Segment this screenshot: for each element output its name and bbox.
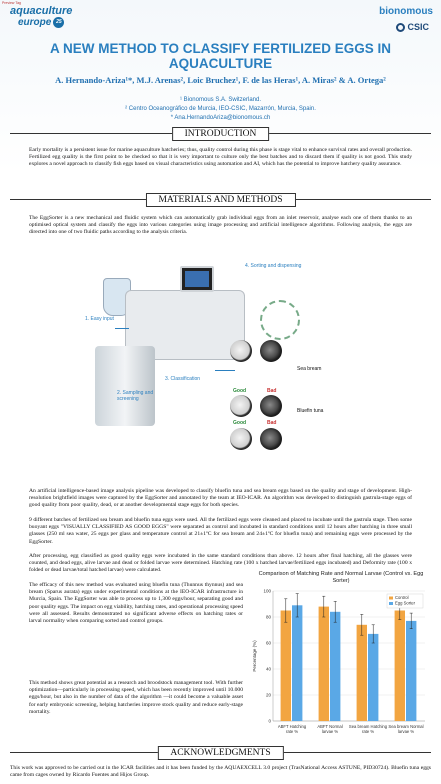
x-tick-label: ABFT Normal [317,724,343,729]
x-tick-label: Sea bream Normal [388,724,424,729]
affiliations [10,96,431,123]
author-list: A. Hernando-Ariza¹*, M.J. Arenas², Loic Bruchez¹, F. de las Heras¹, A. Miras² & A. Ortega² [55,75,386,85]
csic-logo [396,22,429,32]
bionomous-logo: bionomous [379,6,433,17]
step-2-label: 2. Sampling and screening [117,390,154,402]
chart-title: Comparison of Matching Rate and Normal Larvae (Control vs. Egg Sorter) [258,571,424,584]
chart-plot-area [251,585,431,753]
label-good-seabream: Good [233,388,247,394]
conference-logo [10,6,80,32]
egg-image-seabream-bad [260,340,282,362]
step-4-label: 4. Sorting and dispensing [245,263,302,269]
conference-year: 25 [53,17,64,28]
y-tick-label: 100 [263,588,271,594]
poster-title: A NEW METHOD TO CLASSIFY FERTILIZED EGGS IN AQUACULTURE [49,41,391,71]
results-paragraph-1: The efficacy of this new method was evaluated using bluefin tuna (Thunnus thynnus) and sea bream (Sparus aurata) eggs under experimental conditions at the IEO-ICAR infrastructure in Murcia, Spain. The EggSorter was able to process up to 1,300 eggs/hour, separating good and poor quality eggs. The impact on egg viability, hatching rates, and operational processing speed were all assessed. Results demonstrated no significant adverse effects on hatching rates or larval normality when comparing sorted and control groups. [29,582,243,625]
conference-logo-line1: aquaculture [10,5,73,17]
dispensing-wheel [260,300,300,340]
x-tick-label: ABFT Hatching [277,724,307,729]
comparison-chart [251,571,431,749]
methods-paragraph-2: An artificial intelligence-based image analysis pipeline was developed to classify bluefin tuna and sea bream eggs based on the quality and stage of development. High-resolution brightfield images were captured by the EggSorter and annotated by the team at IEO-ICAR. An algorithm was developed to distinguish gastrula-stage eggs of good quality from poor quality, dead, or at another developmental stage eggs for both species. [29,488,412,509]
bar-control [281,611,291,722]
step-3-label: 3. Classification [165,376,201,382]
arrow-step-3 [215,370,235,371]
csic-emblem-icon [396,23,405,32]
bar-egg-sorter [368,634,378,721]
conference-logo-line2: europe [18,17,52,29]
y-tick-label: 40 [265,666,271,672]
x-tick-label: rate % [361,729,375,734]
methods-paragraph-3: 9 different batches of fertilized sea bream and bluefin tuna eggs were used. All the fertilized eggs were cleaned and placed to incubate until the gastrula stage. Then some buoyant eggs "VISUALLY CLASSIFIED AS GOOD EGGS" were separated as control and incubated in standard conditions until 12 hours after hatching in three small glasses (250 ml sea water, 25 eggs per glass and temperature control at 21±1ºC for sea bream and 24±1ºC for bluefin tuna) and remaining eggs were processed by the EggSorter. [29,517,412,545]
section-heading-methods: MATERIALS AND METHODS [145,193,295,207]
y-tick-label: 60 [265,640,271,646]
x-tick-label: larvae % [321,729,339,734]
bar-egg-sorter [406,621,416,721]
legend-label: Control [395,595,409,601]
bar-control [319,607,329,721]
egg-image-seabream-bad-2 [260,395,282,417]
bar-control [357,625,367,721]
x-tick-label: Sea bream Hatching [348,724,388,729]
methods-paragraph-1: The EggSorter is a new mechanical and fluidic system which can automatically grab individual eggs from an inlet reservoir, analyse each one of them thanks to an optimised optical system and classify the eggs into various categories using image processing and artificial intelligence algorithms. Following analysis, the eggs are directed into one of two fluidic paths according to the analysis criteria. [29,215,412,236]
label-bad-tuna: Bad [267,420,277,426]
x-tick-label: rate % [285,729,299,734]
results-paragraph-2: This method shows great potential as a research and broodstock management tool. With further optimization—particularly in processing speed, which has been recently improved until 10.000 eggs/hour, but also in the number of data of the algorithm —it could become a valuable asset for early embryonic screening, helping hatcheries improve stock quality and reduce early-stage mortality. [29,680,243,715]
legend-swatch [389,602,393,605]
csic-logo-text: CSIC [407,22,429,32]
egg-image-tuna-good [230,428,252,450]
bar-control [395,611,405,722]
section-heading-introduction: INTRODUCTION [172,127,270,141]
species-label-tuna: Bluefin tuna [297,408,324,414]
egg-image-tuna-bad [260,428,282,450]
legend-label: Egg Sorter [395,600,416,606]
egg-image-seabream-good [230,340,252,362]
sampling-tube [95,346,155,426]
step-1-label: 1. Easy input [85,316,114,322]
preview-tag: Preview Tag [2,1,22,5]
section-heading-acknowledgments: ACKNOWLEDGMENTS [157,746,283,760]
bar-egg-sorter [330,612,340,721]
egg-image-seabream-good-2 [230,395,252,417]
y-tick-label: 20 [265,692,271,698]
legend-swatch [389,597,393,600]
arrow-step-1 [115,328,129,329]
acknowledgments-paragraph: This work was approved to be carried out in the ICAR facilities and it has been funded by the AQUAEXCELL 3.0 project (TrasNational Access ASTUNE, PID30724). Bluefin tuna eggs came from cages owned by Ricardo Fuentes and Hijos Group. [10,765,431,779]
affiliation-1: ¹ Bionomous S.A. Switzerland. [179,97,262,103]
label-bad-seabream: Bad [267,388,277,394]
bar-egg-sorter [292,605,302,721]
methods-paragraph-4: After processing, egg classified as good quality eggs were incubated in the same standard conditions than above. 12 hours after final hatching, all the glasses were counted, and dead eggs, alive larvae and dead or folded larvae were determined. Hatching rate (100 x hatched larvae/fertilized eggs incubated) and Deformity rate (100 x folded or dead larvae/total hatched larvae) were calculated. [29,553,412,574]
y-tick-label: 0 [268,718,271,724]
x-tick-label: larvae % [397,729,415,734]
affiliation-email: * Ana.HernandoAriza@bionomous.ch [170,115,271,121]
y-tick-label: 80 [265,614,271,620]
species-label-seabream: Sea bream [297,366,322,372]
y-axis-label: Percentage (%) [252,640,257,672]
eggsorter-figure [85,258,365,478]
intro-paragraph: Early mortality is a persistent issue for marine aquaculture hatcheries; thus, quality control during this phase is stage vital to enhance survival rates and overall production. Fertilized egg quality is the first point to be checked so that it is very important to culture only the best batches and to discard them if quality is not good. This study explores a novel approach to classify fish eggs based on visual characteristics using automation and AI, which has the potential to improve hatchery quality assurance. [29,147,412,168]
affiliation-2: ² Centro Oceanográfico de Murcia, IEO-CSIC, Mazarrón, Murcia, Spain. [125,106,316,112]
label-good-tuna: Good [233,420,247,426]
machine-screen [180,266,214,292]
